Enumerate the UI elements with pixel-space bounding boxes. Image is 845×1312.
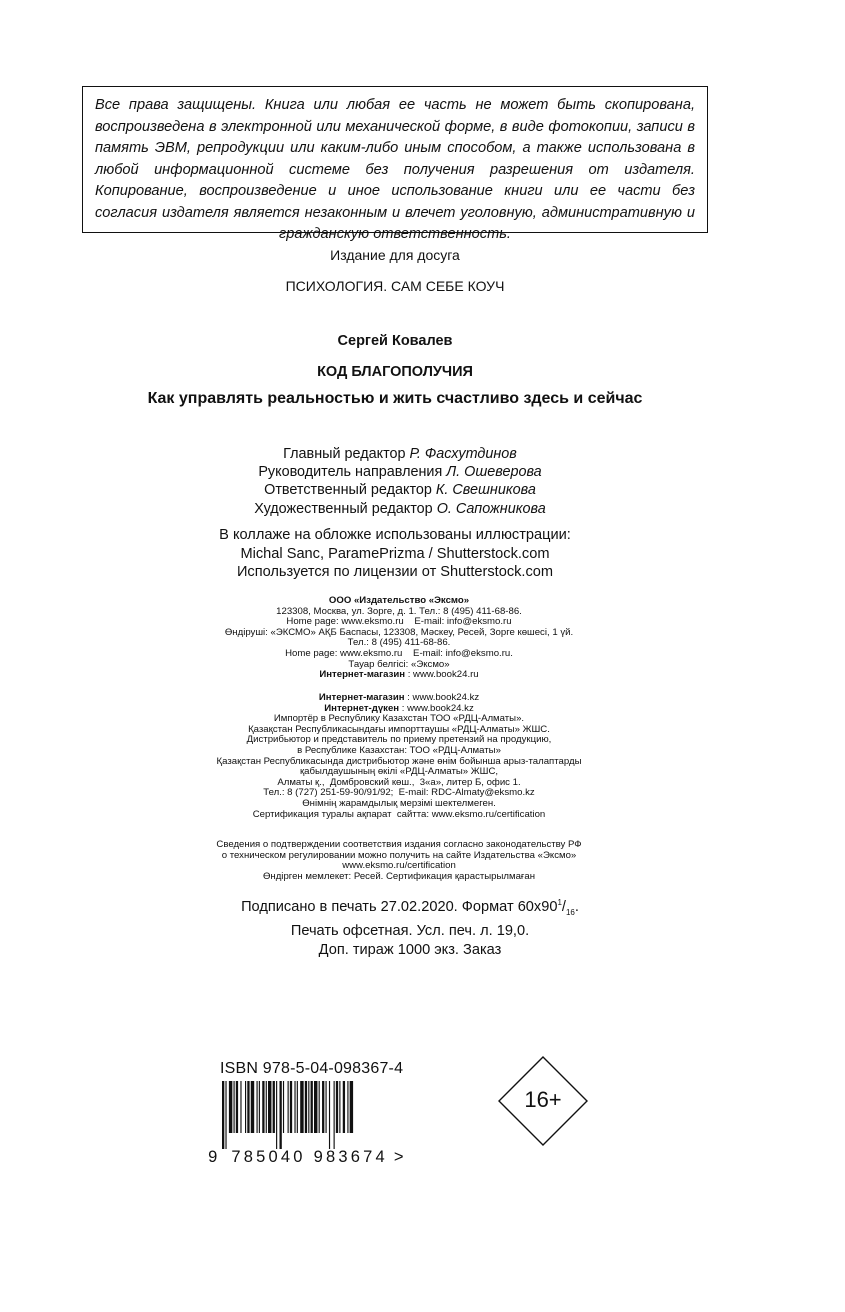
print-info (0, 893, 820, 960)
book-title: КОД БЛАГОПОЛУЧИЯ (317, 364, 473, 380)
copyright-notice (82, 86, 708, 242)
edition-type: Издание для досуга (330, 247, 460, 263)
publisher-line: Дистрибьютор и представитель по приему претензий на продукцию, (246, 734, 552, 746)
illustration-line: В коллаже на обложке использованы иллюстрации: (219, 527, 571, 543)
series-name: ПСИХОЛОГИЯ. САМ СЕБЕ КОУЧ (285, 278, 505, 294)
publisher-line: Қазақстан Республикасындағы импорттаушы «РДЦ-Алматы» ЖШС. (248, 723, 550, 735)
publisher-line: Интернет-магазин : www.book24.ru (319, 669, 479, 681)
print-line-type: Печать офсетная. Усл. печ. л. 19,0. (290, 922, 530, 939)
author-name: Сергей Ковалев (337, 333, 453, 349)
illustration-line: Используется по лицензии от Shutterstock.com (236, 564, 554, 581)
credit-line: Художественный редактор О. Сапожникова (254, 500, 546, 517)
publisher-line: www.eksmo.ru/certification (342, 860, 456, 872)
editorial-credits (0, 445, 800, 518)
credit-line: Ответственный редактор К. Свешникова (264, 482, 536, 499)
isbn-label: ISBN 978-5-04-098367-4 (220, 1060, 404, 1077)
publisher-line: қабылдаушының өкілі «РДЦ-Алматы» ЖШС, (299, 766, 499, 778)
print-line-run: Доп. тираж 1000 экз. Заказ (318, 942, 502, 959)
publisher-line: Өнімнің жарамдылық мерзімі шектелмеген. (302, 797, 496, 809)
publisher-info-block-2 (0, 693, 798, 820)
barcode-right-group: 983674 (313, 1148, 388, 1166)
publisher-line: Импортёр в Республику Казахстан ТОО «РДЦ-Алматы». (273, 713, 525, 725)
publisher-line: Өндіруші: «ЭКСМО» АҚБ Баспасы, 123308, Мәскеу, Ресей, Зорге көшесі, 1 үй. (224, 626, 574, 638)
age-rating: 16+ (524, 1087, 562, 1112)
publisher-line: Өндірген мемлекет: Ресей. Сертификация қарастырылмаған (262, 870, 536, 882)
barcode-digits (199, 1129, 404, 1167)
publisher-line: Қазақстан Республикасында дистрибьютор және өнім бойынша арыз-талаптарды (216, 755, 582, 767)
illustration-credits (0, 526, 790, 582)
publisher-line: о техническом регулировании можно получить на сайте Издательства «Эксмо» (221, 849, 577, 861)
publisher-line: Алматы қ., Домбровский көш., 3«а», литер Б, офис 1. (277, 776, 521, 788)
publisher-line: Сертификация туралы ақпарат сайтта: www.eksmo.ru/certification (252, 808, 546, 820)
publisher-info-block-3 (0, 840, 798, 882)
publisher-line: Тауар белгісі: «Эксмо» (348, 658, 450, 670)
barcode-first-digit: 9 (208, 1148, 218, 1166)
publisher-info-block-1 (0, 596, 798, 681)
copyright-text: Все права защищены. Книга или любая ее часть не может быть скопирована, воспроизведена в электронной или механической форме, в виде фотокопии, записи в память ЭВМ, репродукции или каким-либо иным способом, а также использована в любой информационной системе без получения разрешения от издателя. Копирование, воспроизведение и иное использование книги или ее части без согласия издателя является незаконным и влечет уголовную, административную и гражданскую ответственность. (95, 97, 695, 242)
publisher-line: Сведения о подтверждении соответствия издания согласно законодательству РФ (216, 839, 582, 850)
publisher-line: Интернет-магазин : www.book24.kz (318, 692, 480, 703)
illustration-line: Michal Sanc, ParamePrizma / Shutterstock.com (240, 545, 550, 562)
book-subtitle: Как управлять реальностью и жить счастливо здесь и сейчас (147, 390, 643, 407)
publisher-line: Home page: www.eksmo.ru E-mail: info@eksmo.ru (286, 616, 512, 628)
print-line-format: Подписано в печать 27.02.2020. Формат $60x90^1/_{16}$. (241, 898, 579, 917)
barcode-left-group: 785040 (231, 1148, 306, 1166)
publisher-line: Home page: www.eksmo.ru E-mail: info@eksmo.ru. (285, 647, 513, 659)
publisher-line: 123308, Москва, ул. Зорге, д. 1. Тел.: 8 (495) 411-68-86. (276, 605, 522, 617)
publisher-line: Интернет-дүкен : www.book24.kz (324, 702, 474, 714)
credit-line: Руководитель направления Л. Ошеверова (258, 464, 542, 481)
publisher-line: в Республике Казахстан: ТОО «РДЦ-Алматы» (297, 744, 501, 756)
credit-line: Главный редактор Р. Фасхутдинов (283, 446, 517, 462)
publisher-name: ООО «Издательство «Эксмо» (328, 595, 470, 606)
publisher-line: Тел.: 8 (727) 251-59-90/91/92; E-mail: RDC-Almaty@eksmo.kz (263, 787, 535, 799)
publisher-line: Тел.: 8 (495) 411-68-86. (347, 637, 451, 649)
barcode-arrow: > (393, 1148, 404, 1166)
